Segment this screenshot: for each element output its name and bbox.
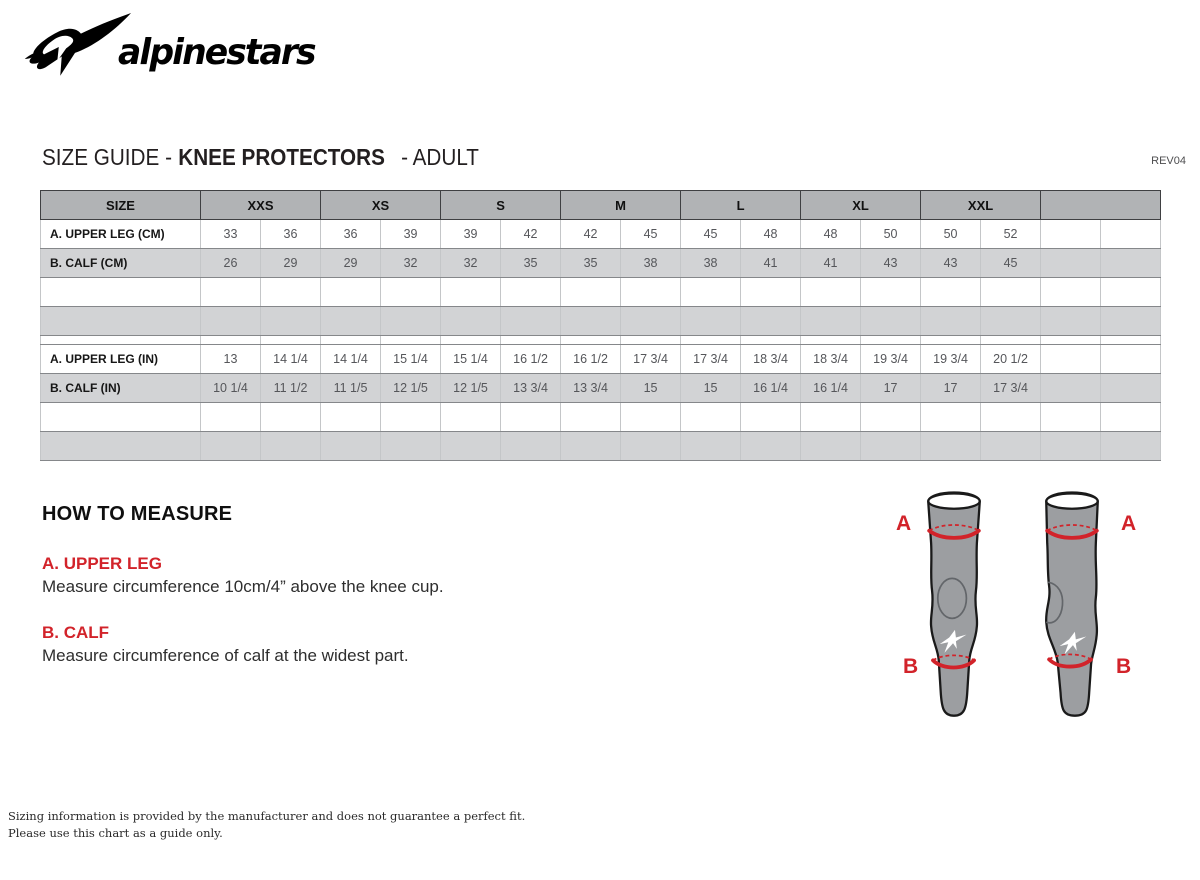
size-value-cell [1041, 374, 1101, 403]
size-value-cell: 41 [741, 249, 801, 278]
size-value-cell: 17 3/4 [681, 345, 741, 374]
title-product: KNEE PROTECTORS [178, 144, 385, 170]
column-header: XXL [921, 191, 1041, 220]
marker-a-left: A [896, 512, 912, 535]
table-empty-row [41, 432, 1161, 461]
size-value-cell [1041, 278, 1101, 307]
size-value-cell [1041, 432, 1101, 461]
size-value-cell [1101, 220, 1161, 249]
size-value-cell: 15 [621, 374, 681, 403]
size-value-cell [561, 432, 621, 461]
size-value-cell: 17 3/4 [621, 345, 681, 374]
size-value-cell [1101, 249, 1161, 278]
size-value-cell [1041, 220, 1101, 249]
size-value-cell: 45 [981, 249, 1041, 278]
astar-icon [16, 8, 134, 80]
table-empty-row [41, 278, 1161, 307]
size-value-cell [561, 307, 621, 336]
size-value-cell [921, 336, 981, 345]
sleeve-opening [928, 494, 979, 509]
size-value-cell: 19 3/4 [921, 345, 981, 374]
title-audience: - ADULT [401, 144, 479, 170]
size-value-cell [981, 336, 1041, 345]
size-value-cell [981, 278, 1041, 307]
size-value-cell [321, 307, 381, 336]
size-value-cell [1041, 403, 1101, 432]
size-value-cell [801, 432, 861, 461]
size-value-cell [1101, 278, 1161, 307]
size-value-cell: 26 [201, 249, 261, 278]
size-value-cell [621, 403, 681, 432]
size-value-cell [801, 307, 861, 336]
size-value-cell: 50 [921, 220, 981, 249]
size-value-cell [381, 432, 441, 461]
size-value-cell [741, 336, 801, 345]
row-label: A. UPPER LEG (IN) [41, 345, 201, 374]
size-value-cell [1101, 307, 1161, 336]
size-value-cell: 11 1/5 [321, 374, 381, 403]
size-value-cell [861, 336, 921, 345]
size-value-cell [201, 307, 261, 336]
size-value-cell [261, 278, 321, 307]
size-value-cell: 14 1/4 [321, 345, 381, 374]
row-label [41, 403, 201, 432]
row-label [41, 432, 201, 461]
measure-a-text: Measure circumference 10cm/4” above the knee cup. [42, 577, 444, 596]
size-value-cell: 18 3/4 [801, 345, 861, 374]
size-value-cell: 45 [621, 220, 681, 249]
size-value-cell [201, 432, 261, 461]
footer-line-1: Sizing information is provided by the manufacturer and does not guarantee a perfect fit. [8, 809, 526, 823]
measure-b-text: Measure circumference of calf at the widest part. [42, 646, 409, 665]
title-prefix: SIZE GUIDE - [42, 144, 172, 170]
size-value-cell: 39 [381, 220, 441, 249]
size-value-cell: 36 [261, 220, 321, 249]
size-value-cell: 39 [441, 220, 501, 249]
size-value-cell [501, 432, 561, 461]
size-value-cell [981, 307, 1041, 336]
knee-protector-front-illustration [913, 484, 995, 729]
table-data-row [41, 345, 1161, 374]
size-value-cell: 32 [441, 249, 501, 278]
row-label [41, 307, 201, 336]
size-value-cell [441, 336, 501, 345]
table-empty-row [41, 307, 1161, 336]
column-header: L [681, 191, 801, 220]
measure-b-title: B. CALF [42, 623, 110, 642]
size-value-cell [1041, 249, 1101, 278]
logo-wordmark: alpinestars [118, 31, 315, 73]
size-value-cell [561, 278, 621, 307]
size-value-cell [741, 432, 801, 461]
size-value-cell [1101, 345, 1161, 374]
marker-a-right: A [1121, 512, 1137, 535]
size-value-cell [1101, 374, 1161, 403]
size-value-cell [981, 403, 1041, 432]
size-value-cell [261, 307, 321, 336]
size-value-cell: 10 1/4 [201, 374, 261, 403]
size-value-cell [501, 403, 561, 432]
how-to-measure-section [42, 503, 662, 692]
marker-b-left: B [903, 655, 919, 678]
row-label [41, 336, 201, 345]
size-value-cell: 13 3/4 [501, 374, 561, 403]
alpinestars-logo [16, 8, 323, 80]
size-value-cell [681, 403, 741, 432]
size-value-cell [681, 278, 741, 307]
table-data-row [41, 220, 1161, 249]
size-value-cell: 35 [561, 249, 621, 278]
size-value-cell: 13 [201, 345, 261, 374]
size-value-cell [861, 278, 921, 307]
size-value-cell [441, 432, 501, 461]
size-value-cell: 52 [981, 220, 1041, 249]
size-value-cell [201, 278, 261, 307]
size-value-cell [561, 403, 621, 432]
size-value-cell: 17 [861, 374, 921, 403]
size-value-cell [201, 403, 261, 432]
size-value-cell: 13 3/4 [561, 374, 621, 403]
size-value-cell: 12 1/5 [441, 374, 501, 403]
size-value-cell: 16 1/4 [801, 374, 861, 403]
column-header: M [561, 191, 681, 220]
size-value-cell [621, 336, 681, 345]
size-value-cell [801, 278, 861, 307]
size-value-cell: 16 1/2 [561, 345, 621, 374]
column-header: XS [321, 191, 441, 220]
size-value-cell [741, 307, 801, 336]
size-value-cell [201, 336, 261, 345]
size-value-cell [1041, 307, 1101, 336]
size-value-cell [261, 403, 321, 432]
page-title [42, 144, 479, 171]
size-value-cell [381, 403, 441, 432]
size-value-cell: 16 1/2 [501, 345, 561, 374]
size-value-cell [1101, 403, 1161, 432]
measure-heading: HOW TO MEASURE [42, 503, 233, 525]
footer-disclaimer [8, 808, 525, 842]
size-value-cell [321, 432, 381, 461]
size-value-cell: 18 3/4 [741, 345, 801, 374]
size-value-cell: 36 [321, 220, 381, 249]
table-spacer-row [41, 336, 1161, 345]
size-value-cell [381, 278, 441, 307]
size-value-cell: 38 [621, 249, 681, 278]
size-value-cell: 20 1/2 [981, 345, 1041, 374]
size-value-cell [621, 432, 681, 461]
size-value-cell: 29 [261, 249, 321, 278]
row-label: B. CALF (IN) [41, 374, 201, 403]
measure-a-title: A. UPPER LEG [42, 554, 162, 573]
size-value-cell: 12 1/5 [381, 374, 441, 403]
size-table [40, 190, 1161, 461]
size-value-cell: 14 1/4 [261, 345, 321, 374]
size-value-cell: 17 [921, 374, 981, 403]
size-value-cell [381, 336, 441, 345]
size-value-cell [321, 403, 381, 432]
size-value-cell [441, 278, 501, 307]
size-value-cell [801, 403, 861, 432]
size-value-cell [321, 278, 381, 307]
size-value-cell: 48 [801, 220, 861, 249]
size-value-cell [1101, 336, 1161, 345]
table-data-row [41, 249, 1161, 278]
size-value-cell [1041, 336, 1101, 345]
size-value-cell: 48 [741, 220, 801, 249]
size-value-cell: 38 [681, 249, 741, 278]
size-value-cell [1041, 345, 1101, 374]
size-value-cell [681, 336, 741, 345]
size-value-cell [981, 432, 1041, 461]
size-value-cell: 42 [501, 220, 561, 249]
size-value-cell: 45 [681, 220, 741, 249]
size-value-cell [501, 278, 561, 307]
size-value-cell: 15 [681, 374, 741, 403]
size-value-cell [741, 403, 801, 432]
size-value-cell [261, 336, 321, 345]
size-value-cell: 11 1/2 [261, 374, 321, 403]
row-label [41, 278, 201, 307]
size-value-cell [681, 307, 741, 336]
size-value-cell: 15 1/4 [381, 345, 441, 374]
knee-protector-side-illustration [1031, 484, 1113, 729]
size-value-cell [861, 432, 921, 461]
size-value-cell: 16 1/4 [741, 374, 801, 403]
revision-label: REV04 [1151, 155, 1186, 167]
size-value-cell [801, 336, 861, 345]
size-value-cell [561, 336, 621, 345]
marker-b-right: B [1116, 655, 1132, 678]
size-value-cell [621, 278, 681, 307]
size-value-cell: 41 [801, 249, 861, 278]
size-value-cell: 29 [321, 249, 381, 278]
column-header: SIZE [41, 191, 201, 220]
size-value-cell [681, 432, 741, 461]
size-value-cell [321, 336, 381, 345]
table-empty-row [41, 403, 1161, 432]
size-value-cell [1101, 432, 1161, 461]
size-value-cell: 50 [861, 220, 921, 249]
table-data-row [41, 374, 1161, 403]
size-value-cell [261, 432, 321, 461]
size-value-cell [861, 403, 921, 432]
size-value-cell: 43 [861, 249, 921, 278]
sleeve-opening [1046, 494, 1097, 509]
footer-line-2: Please use this chart as a guide only. [8, 826, 223, 840]
size-value-cell: 32 [381, 249, 441, 278]
row-label: A. UPPER LEG (CM) [41, 220, 201, 249]
size-value-cell: 17 3/4 [981, 374, 1041, 403]
size-value-cell [741, 278, 801, 307]
size-value-cell: 35 [501, 249, 561, 278]
size-value-cell [441, 307, 501, 336]
size-value-cell [921, 432, 981, 461]
size-value-cell: 15 1/4 [441, 345, 501, 374]
size-value-cell [501, 336, 561, 345]
column-header [1041, 191, 1161, 220]
column-header: XXS [201, 191, 321, 220]
size-value-cell [921, 278, 981, 307]
size-value-cell: 19 3/4 [861, 345, 921, 374]
size-value-cell: 42 [561, 220, 621, 249]
size-value-cell [501, 307, 561, 336]
size-value-cell [861, 307, 921, 336]
size-value-cell [621, 307, 681, 336]
column-header: S [441, 191, 561, 220]
column-header: XL [801, 191, 921, 220]
size-table-head-row [41, 191, 1161, 220]
size-value-cell [921, 403, 981, 432]
size-value-cell [381, 307, 441, 336]
size-value-cell [441, 403, 501, 432]
size-value-cell [921, 307, 981, 336]
size-value-cell: 43 [921, 249, 981, 278]
row-label: B. CALF (CM) [41, 249, 201, 278]
size-value-cell: 33 [201, 220, 261, 249]
size-table-body [41, 220, 1161, 461]
